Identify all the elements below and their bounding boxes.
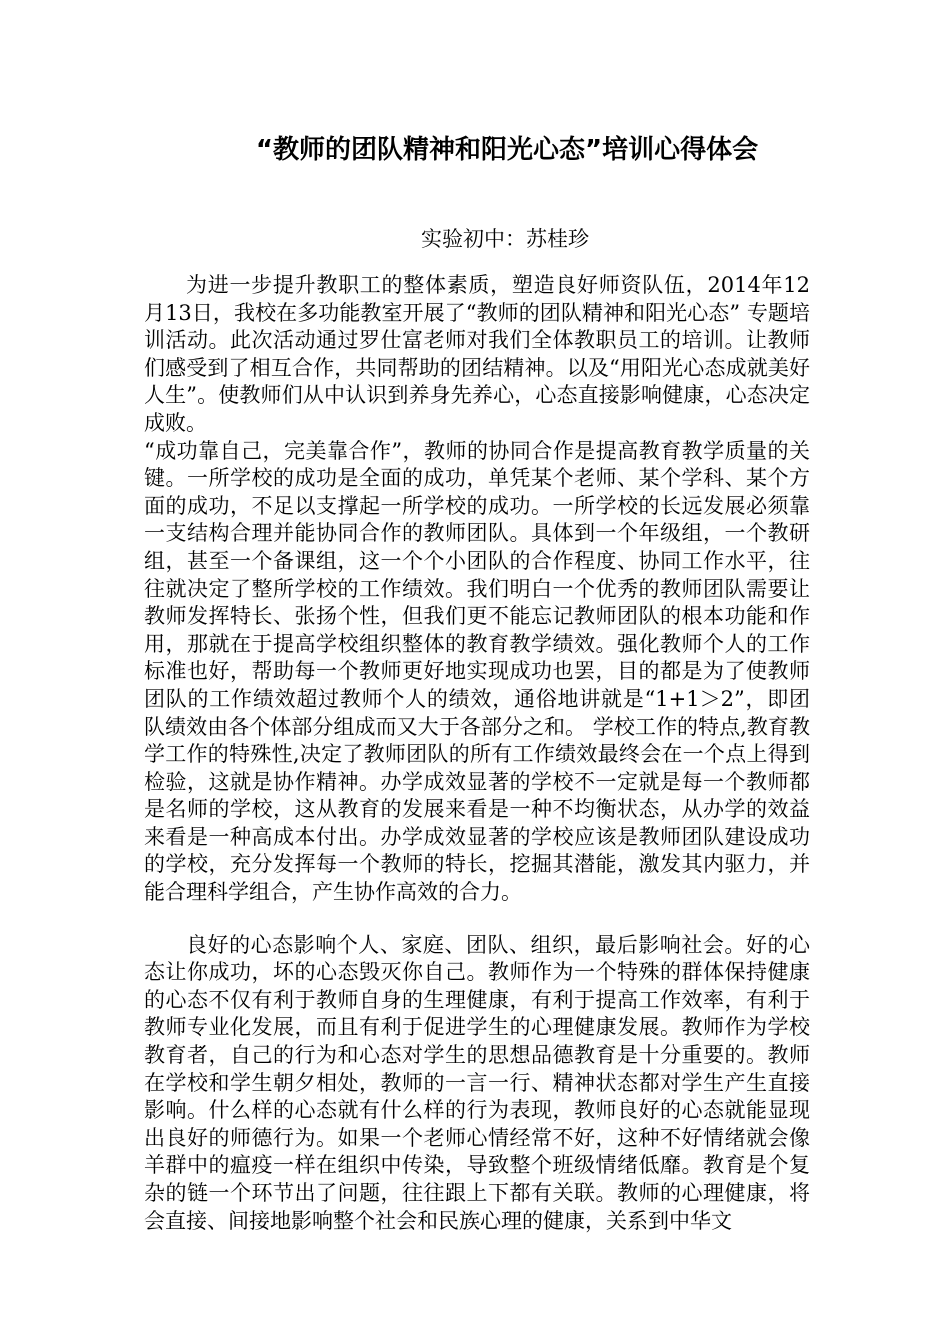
paragraph-mindset: 良好的心态影响个人、家庭、团队、组织，最后影响社会。好的心态让你成功，坏的心态毁灭你自己。教师作为一个特殊的群体保持健康的心态不仅有利于教师自身的生理健康，有利于提高工作效率，有利于教师专业化发展，而且有利于促进学生的心理健康发展。教师作为学校教育者，自己的行为和心态对学生的思想品德教育是十分重要的。教师在学校和学生朝夕相处，教师的一言一行、精神状态都对学生产生直接影响。什么样的心态就有什么样的行为表现，教师良好的心态就能显现出良好的师德行为。如果一个老师心情经常不好，这种不好情绪就会像羊群中的瘟疫一样在组织中传染，导致整个班级情绪低靡。教育是个复杂的链一个环节出了问题，往往跟上下都有关联。教师的心理健康，将会直接、间接地影响整个社会和民族心理的健康，关系到中华文 xyxy=(144,932,810,1233)
paragraph-teamwork: “成功靠自己，完美靠合作”，教师的协同合作是提高教育教学质量的关键。一所学校的成功是全面的成功，单凭某个老师、某个学科、某个方面的成功，不足以支撑起一所学校的成功。一所学校的长远发展必须靠一支结构合理并能协同合作的教师团队。具体到一个年级组，一个教研组，甚至一个备课组，这一个个小团队的合作程度、协同工作水平，往往就决定了整所学校的工作绩效。我们明白一个优秀的教师团队需要让教师发挥特长、张扬个性，但我们更不能忘记教师团队的根本功能和作用，那就在于提高学校组织整体的教育教学绩效。强化教师个人的工作标准也好，帮助每一个教师更好地实现成功也罢，目的都是为了使教师团队的工作绩效超过教师个人的绩效，通俗地讲就是“1+1＞2”，即团队绩效由各个体部分组成而又大于各部分之和。 学校工作的特点,教育教学工作的特殊性,决定了教师团队的所有工作绩效最终会在一个点上得到检验，这就是协作精神。办学成效显著的学校不一定就是每一个教师都是名师的学校，这从教育的发展来看是一种不均衡状态，从办学的效益来看是一种高成本付出。办学成效显著的学校应该是教师团队建设成功的学校，充分发挥每一个教师的特长，挖掘其潜能，激发其内驱力，并能合理科学组合，产生协作高效的合力。 xyxy=(144,438,810,905)
document-body xyxy=(144,272,810,1235)
document-title: “教师的团队精神和阳光心态”培训心得体会 xyxy=(255,135,759,165)
document-author: 实验初中：苏桂珍 xyxy=(421,227,589,251)
paragraph-gap xyxy=(144,907,810,932)
paragraph-intro: 为进一步提升教职工的整体素质，塑造良好师资队伍，2014年12月13日，我校在多功能教室开展了“教师的团队精神和阳光心态” 专题培训活动。此次活动通过罗仕富老师对我们全体教职员工的培训。让教师们感受到了相互合作，共同帮助的团结精神。以及“用阳光心态成就美好人生”。使教师们从中认识到养身先养心，心态直接影响健康，心态决定成败。 xyxy=(144,273,810,435)
